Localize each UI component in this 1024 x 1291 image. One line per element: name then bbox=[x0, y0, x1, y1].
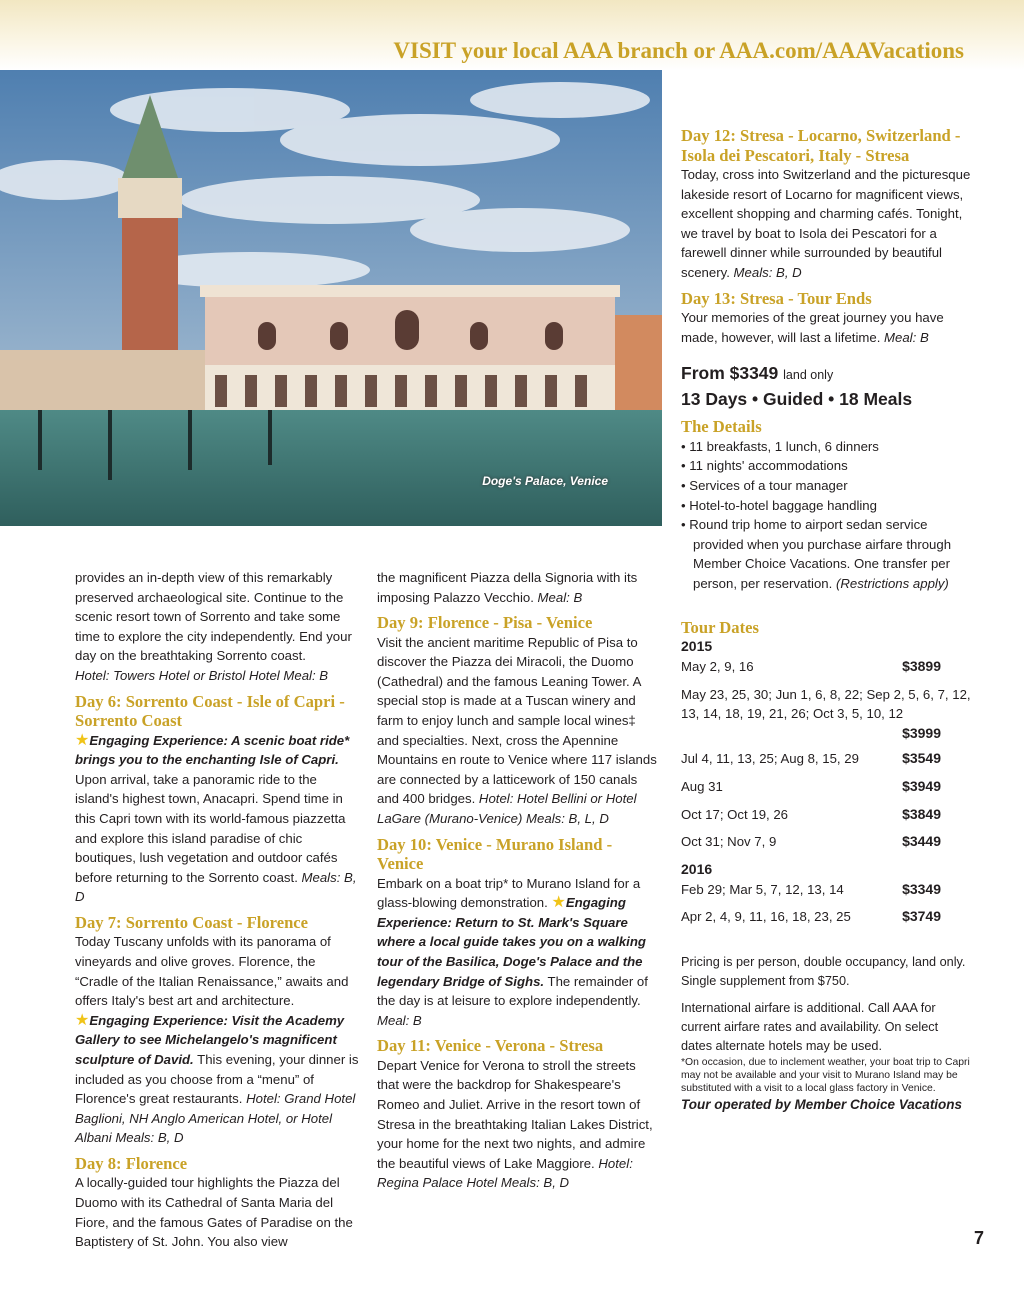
tour-summary: 13 Days • Guided • 18 Meals bbox=[681, 389, 913, 410]
paragraph bbox=[681, 308, 971, 347]
page-number: 7 bbox=[973, 1228, 984, 1248]
meals-text: Meal: B bbox=[884, 329, 929, 345]
tour-dates-heading: Tour Dates bbox=[681, 617, 759, 637]
operator-credit: Tour operated by Member Choice Vacations bbox=[681, 1096, 963, 1112]
price-cell: $3449 bbox=[902, 833, 941, 850]
price-cell: $3749 bbox=[902, 908, 941, 925]
column-middle bbox=[377, 568, 660, 1193]
date-cell: Apr 2, 4, 9, 11, 16, 18, 23, 25 bbox=[681, 909, 851, 925]
table-row bbox=[681, 805, 971, 825]
engaging-experience: Engaging Experience: Return to St. Mark's Square where a local guide takes you on a walking tour of the Basilica, Doge's Palace and the legendary Bridge of Sighs. bbox=[377, 895, 646, 989]
price-cell: $3899 bbox=[902, 658, 941, 674]
body-text: provides an in-depth view of this remarkably preserved archaeological site. Continue to the scenic resort town of Sorrento and take some time to explore the city independently. End your day on the breathtaking Sorrento coast. bbox=[75, 570, 352, 664]
footnote: *On occasion, due to inclement weather, your boat trip to Capri may not be available and your visit to Murano Island may be substituted with a visit to a local glass factory in Venice. bbox=[681, 1056, 970, 1094]
table-row bbox=[681, 657, 971, 677]
pricing-note: Pricing is per person, double occupancy, land only. Single supplement from $750. bbox=[681, 954, 966, 988]
details-list bbox=[681, 437, 971, 594]
body-text: Embark on a boat trip* to Murano Island for a glass-blowing demonstration. bbox=[377, 875, 641, 911]
list-item: • 11 nights' accommodations bbox=[681, 458, 848, 474]
day-11-heading: Day 11: Venice - Verona - Stresa bbox=[377, 1036, 604, 1056]
price-cell: $3549 bbox=[902, 750, 941, 767]
meals-text: Meal: B bbox=[537, 589, 583, 605]
meals-text: Meals: B, D bbox=[733, 264, 802, 280]
paragraph bbox=[377, 633, 660, 829]
paragraph bbox=[75, 932, 360, 1148]
price-cell: $3849 bbox=[902, 805, 941, 822]
table-row bbox=[681, 685, 971, 744]
details-heading: The Details bbox=[681, 417, 762, 437]
day-13-heading: Day 13: Stresa - Tour Ends bbox=[681, 288, 872, 308]
hotel-text: Hotel: Regina Palace Hotel Meals: B, D bbox=[377, 1155, 633, 1191]
price-note: land only bbox=[783, 368, 834, 383]
paragraph bbox=[377, 1056, 660, 1193]
paragraph bbox=[75, 568, 360, 686]
list-item: • Hotel-to-hotel baggage handling bbox=[681, 497, 877, 513]
photo-caption: Doge's Palace, Venice bbox=[482, 474, 608, 488]
header-tagline[interactable]: VISIT your local AAA branch or AAA.com/AAAVacations bbox=[393, 38, 964, 63]
body-text: Visit the ancient maritime Republic of Pisa to discover the Piazza dei Miracoli, the Duomo (Cathedral) and the famous Leaning Tower. A special stop is made at a Tuscan winery and farm to enjoy lunch and sample local wines‡ and specialties. Next, cross the Apennine Mountains en route to Venice where 117 islands are connected by a latticework of 150 canals and 400 bridges. bbox=[377, 634, 657, 807]
meals-text: Meals: B, D bbox=[75, 869, 357, 905]
engaging-experience: Engaging Experience: Visit the Academy Gallery to see Michelangelo's magnificent sculpture of David. bbox=[75, 1012, 345, 1067]
year-label: 2016 bbox=[681, 860, 713, 877]
table-row bbox=[681, 907, 971, 927]
table-row bbox=[681, 880, 971, 900]
paragraph bbox=[75, 731, 360, 907]
restrictions-note: (Restrictions apply) bbox=[835, 575, 949, 591]
body-text: the magnificent Piazza della Signoria with its imposing Palazzo Vecchio. bbox=[377, 570, 638, 605]
paragraph bbox=[377, 568, 660, 607]
list-item: • Services of a tour manager bbox=[681, 477, 848, 493]
meals-text: Meal: B bbox=[377, 1012, 422, 1028]
dates-table-2015 bbox=[681, 657, 971, 852]
dates-table-2016 bbox=[681, 880, 971, 927]
body-text: Today Tuscany unfolds with its panorama of vineyards and olive groves. Florence, the “Cradle of the Italian Renaissance,” awaits and offers Italy's best art and architecture. bbox=[75, 934, 349, 1009]
body-text: Depart Venice for Verona to stroll the streets that were the backdrop for Shakespeare's Romeo and Juliet. Arrive in the resort town of Stresa in the breathtaking Italian Lakes District, your home for the next two nights, and admire the beautiful views of Lake Maggiore. bbox=[377, 1057, 653, 1171]
table-row bbox=[681, 749, 971, 769]
date-cell: Oct 31; Nov 7, 9 bbox=[681, 834, 777, 850]
list-item: • 11 breakfasts, 1 lunch, 6 dinners bbox=[681, 438, 879, 454]
hero-photo bbox=[0, 70, 662, 526]
body-text: Today, cross into Switzerland and the picturesque lakeside resort of Locarno for magnificent views, excellent shopping and charming cafés. Tonight, we travel by boat to Isola dei Pescatori for a farewell dinner while surrounded by beautiful scenery. bbox=[681, 167, 971, 280]
engaging-experience: Engaging Experience: A scenic boat ride* brings you to the enchanting Isle of Capri. bbox=[75, 732, 350, 768]
date-cell: May 23, 25, 30; Jun 1, 6, 8, 22; Sep 2, 5, 6, 7, 12, 13, 14, 18, 19, 21, 26; Oct 3, 5, 10, 12 bbox=[681, 686, 971, 722]
date-cell: Feb 29; Mar 5, 7, 12, 13, 14 bbox=[681, 881, 844, 897]
price-from: From $3349 bbox=[681, 363, 779, 384]
column-left bbox=[75, 568, 360, 1252]
price-cell: $3999 bbox=[902, 724, 941, 741]
paragraph bbox=[75, 1173, 360, 1251]
hotel-text: Hotel: Towers Hotel or Bristol Hotel Meal: B bbox=[75, 667, 329, 683]
body-text: This evening, your dinner is included as you choose from a “menu” of Florence's great restaurants. bbox=[75, 1051, 359, 1107]
table-row bbox=[681, 832, 971, 852]
star-icon: ★ bbox=[75, 731, 90, 749]
date-cell: Aug 31 bbox=[681, 778, 723, 794]
day-8-heading: Day 8: Florence bbox=[75, 1153, 188, 1173]
paragraph bbox=[681, 165, 971, 283]
body-text: Your memories of the great journey you have made, however, will last a lifetime. bbox=[681, 310, 944, 345]
date-cell: May 2, 9, 16 bbox=[681, 659, 754, 674]
table-row bbox=[681, 777, 971, 797]
star-icon: ★ bbox=[551, 894, 566, 912]
star-icon: ★ bbox=[75, 1011, 90, 1029]
price-cell: $3349 bbox=[902, 880, 941, 897]
day-6-heading: Day 6: Sorrento Coast - Isle of Capri - Sorrento Coast bbox=[75, 691, 345, 731]
date-cell: Oct 17; Oct 19, 26 bbox=[681, 806, 789, 822]
paragraph bbox=[377, 874, 660, 1031]
price-block bbox=[681, 361, 971, 411]
date-cell: Jul 4, 11, 13, 25; Aug 8, 15, 29 bbox=[681, 751, 859, 767]
day-7-heading: Day 7: Sorrento Coast - Florence bbox=[75, 912, 309, 932]
body-text: A locally-guided tour highlights the Piazza del Duomo with its Cathedral of Santa Maria del Fiore, and the famous Gates of Paradise on the Baptistery of St. John. You also view bbox=[75, 1175, 353, 1250]
body-text: Upon arrival, take a panoramic ride to the island's highest town, Anacapri. Spend time in this Capri town with its world-famous piazzetta and explore this island paradise of chic boutiques, lush vegetation and outdoor cafés before returning to the Sorrento coast. bbox=[75, 771, 346, 885]
day-12-heading: Day 12: Stresa - Locarno, Switzerland - Isola dei Pescatori, Italy - Stresa bbox=[681, 126, 961, 165]
day-9-heading: Day 9: Florence - Pisa - Venice bbox=[377, 613, 593, 633]
body-text: The remainder of the day is at leisure to explore independently. bbox=[377, 973, 648, 1009]
column-right bbox=[681, 126, 971, 1115]
airfare-note: International airfare is additional. Call AAA for current airfare rates and availability. On select dates alternate hotels may be used. bbox=[681, 1000, 939, 1053]
hotel-text: Hotel: Grand Hotel Baglioni, NH Anglo American Hotel, or Hotel Albani Meals: B, D bbox=[75, 1091, 356, 1146]
hotel-text: Hotel: Hotel Bellini or Hotel LaGare (Murano-Venice) Meals: B, L, D bbox=[377, 791, 637, 827]
year-label: 2015 bbox=[681, 638, 713, 654]
day-10-heading: Day 10: Venice - Murano Island - Venice bbox=[377, 834, 613, 874]
list-item-text: • Round trip home to airport sedan service provided when you purchase airfare through Member Choice Vacations. One transfer per person, per reservation. bbox=[681, 517, 952, 591]
price-cell: $3949 bbox=[902, 777, 941, 794]
list-item bbox=[681, 515, 971, 593]
